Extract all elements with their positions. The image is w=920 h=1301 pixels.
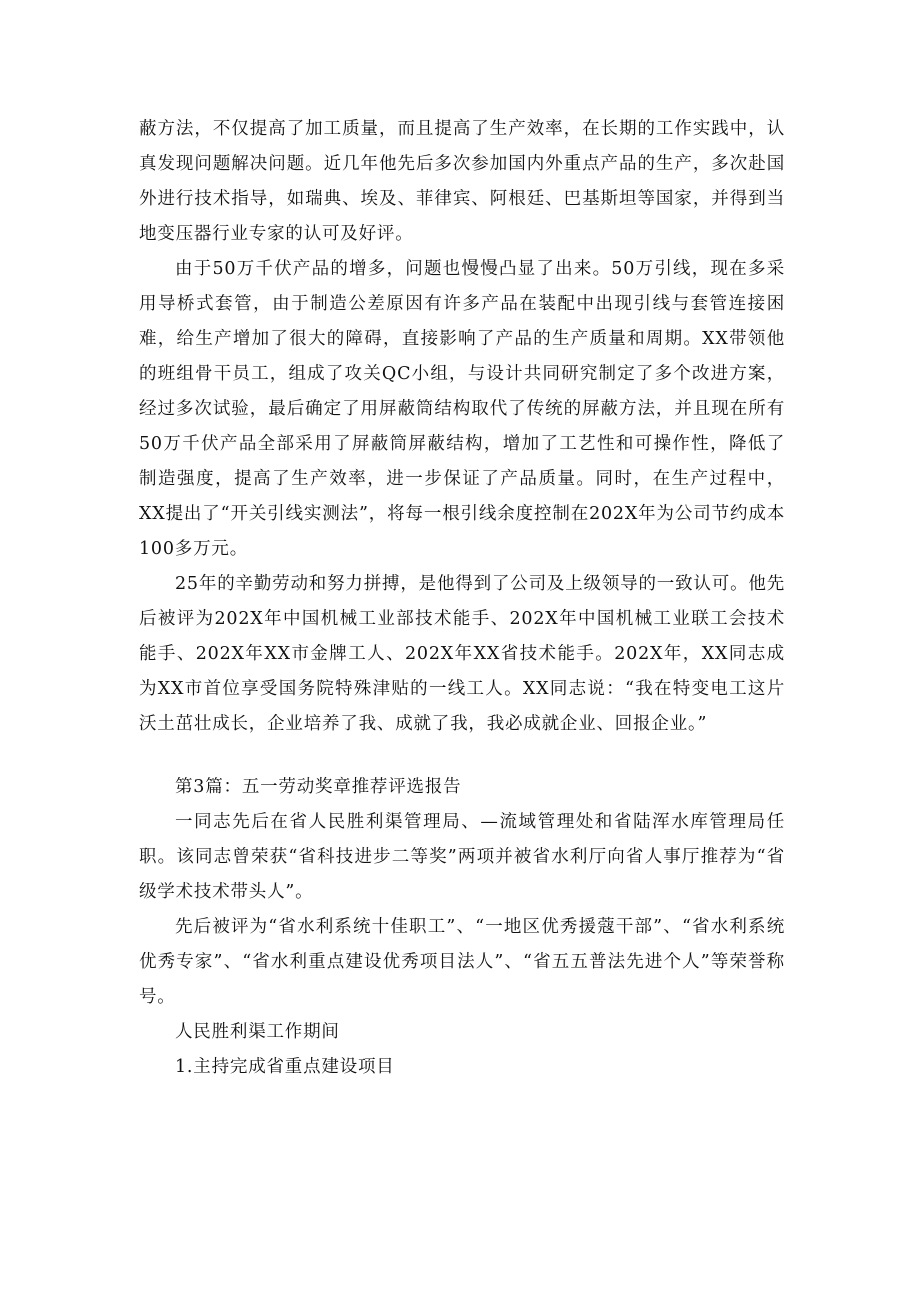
section-title: 第3篇：五一劳动奖章推荐评选报告 [175,777,462,797]
paragraph-awards: 25年的辛勤劳动和努力拼搏，是他得到了公司及上级领导的一致认可。他先后被评为202X年中国机械工业部技术能手、202X年中国机械工业联工会技术能手、202X年XX市金牌工人、202X年XX省技术能手。202X年，XX同志成为XX市首位享受国务院特殊津贴的一线工人。XX同志说：“我在特变电工这片沃土茁壮成长，企业培养了我、成就了我，我必成就企业、回报企业。” [139,574,785,734]
paragraph-period-heading: 人民胜利渠工作期间 [175,1022,340,1042]
paragraph-list-item: 1.主持完成省重点建设项目 [175,1057,395,1077]
paragraph-honors: 先后被评为“省水利系统十佳职工”、“一地区优秀援蔻干部”、“省水利系统优秀专家”、“省水利重点建设优秀项目法人”、“省五五普法先进个人”等荣誉称号。 [139,917,785,1007]
paragraph-qc-group: 由于50万千伏产品的增多，问题也慢慢凸显了出来。50万引线，现在多采用导桥式套管，由于制造公差原因有许多产品在装配中出现引线与套管连接困难，给生产增加了很大的障碍，直接影响了产品的生产质量和周期。XX带领他的班组骨干员工，组成了攻关QC小组，与设计共同研究制定了多个改进方案，经过多次试验，最后确定了用屏蔽筒结构取代了传统的屏蔽方法，并且现在所有50万千伏产品全部采用了屏蔽筒屏蔽结构，增加了工艺性和可操作性，降低了制造强度，提高了生产效率，进一步保证了产品质量。同时，在生产过程中，XX提出了“开关引线实测法”，将每一根引线余度控制在202X年为公司节约成本100多万元。 [139,259,785,559]
paragraph-career: 一同志先后在省人民胜利渠管理局、—流域管理处和省陆浑水库管理局任职。该同志曾荣获“省科技进步二等奖”两项并被省水利厅向省人事厅推荐为“省级学术技术带头人”。 [139,812,785,902]
document-body [139,112,785,1085]
paragraph-continuation: 蔽方法，不仅提高了加工质量，而且提高了生产效率，在长期的工作实践中，认真发现问题解决问题。近几年他先后多次参加国内外重点产品的生产，多次赴国外进行技术指导，如瑞典、埃及、菲律宾、阿根廷、巴基斯坦等国家，并得到当地变压器行业专家的认可及好评。 [139,119,785,244]
